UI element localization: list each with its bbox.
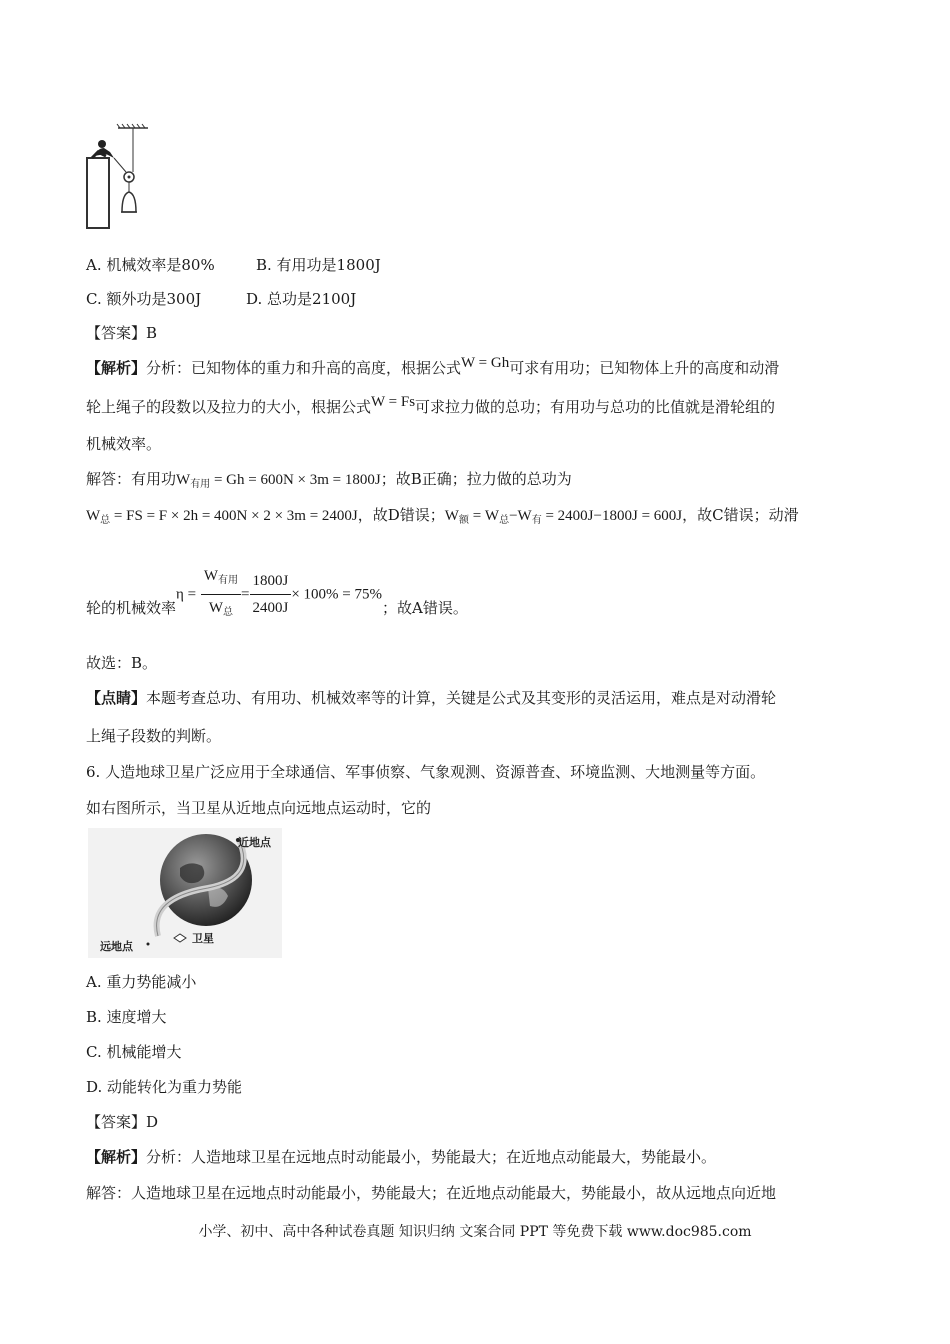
q5-comment-line1 [86, 688, 776, 708]
q5-analysis-label: 【解析】 [86, 359, 147, 377]
q5-option-d: D. 总功是2100J [246, 290, 357, 308]
q6-option-a: A. 重力势能减小 [86, 973, 197, 991]
q5-eta-prefix: 轮的机械效率 [86, 598, 177, 617]
q5-analysis-text1a: 分析：已知物体的重力和升高的高度，根据公式 [146, 359, 462, 377]
q6-analysis-label: 【解析】 [86, 1148, 147, 1166]
fig-far-label: 远地点 [100, 940, 133, 953]
w-subscript: 总 [100, 515, 111, 526]
q6-analysis-line [86, 1147, 716, 1167]
w-subscript: 总 [223, 607, 234, 618]
q6-stem-line2: 如右图所示，当卫星从近地点向远地点运动时，它的 [86, 799, 432, 817]
q5-solve-text2c: ，故C错误；动滑 [682, 506, 799, 524]
q6-option-c: C. 机械能增大 [86, 1043, 182, 1061]
q5-solve-text1b: ；故B正确；拉力做的总功为 [380, 470, 572, 488]
q5-option-b: B. 有用功是1800J [256, 256, 381, 274]
w-extra-eq-part: = W [468, 508, 500, 524]
w-subscript: 有 [531, 515, 542, 526]
q6-stem-line1: 6. 人造地球卫星广泛应用于全球通信、军事侦察、气象观测、资源普查、环境监测、大地测量等方面。 [86, 763, 766, 781]
q5-options-row2 [86, 289, 356, 309]
satellite-orbit-figure [88, 828, 282, 958]
w-symbol: W [176, 472, 191, 488]
pulley-figure [84, 122, 154, 230]
w-subscript: 额 [458, 515, 469, 526]
q6-solve-line: 解答：人造地球卫星在远地点时动能最小，势能最大；在近地点动能最大，势能最小，故从远地点向近地 [86, 1184, 777, 1202]
w-useful-formula [176, 472, 381, 488]
eta-equals: = [241, 586, 250, 603]
w-subscript: 有用 [218, 575, 239, 586]
w-symbol: W [203, 568, 219, 584]
q5-comment-label: 【点睛】 [86, 689, 147, 707]
q5-solve-text2b: ，故D错误； [357, 506, 445, 524]
w-total-formula [86, 508, 358, 524]
formula-w-fs: W = Fs [371, 394, 416, 410]
w-symbol: W [208, 600, 224, 616]
q6-option-d: D. 动能转化为重力势能 [86, 1078, 243, 1096]
q5-comment-text1: 本题考查总功、有用功、机械效率等的计算，关键是公式及其变形的灵活运用，难点是对动滑轮 [146, 689, 777, 707]
q5-option-c: C. 额外功是300J [86, 290, 202, 308]
q5-solve-line1 [86, 469, 572, 495]
q5-option-a: A. 机械效率是80% [86, 256, 215, 274]
w-subscript: 总 [499, 515, 510, 526]
w-symbol: W [86, 508, 101, 524]
eta-symbol: η = [176, 586, 197, 603]
eta-tail: × 100% = 75% [291, 586, 383, 603]
w-extra-eq-part: = 2400J−1800J = 600J [541, 508, 683, 524]
q5-efficiency-line [86, 565, 468, 624]
formula-w-gh: W = Gh [461, 355, 510, 371]
q5-analysis-text2a: 轮上绳子的段数以及拉力的大小，根据公式 [86, 398, 372, 416]
q5-solve-line2 [86, 505, 799, 531]
q5-options-row1 [86, 255, 381, 275]
q5-analysis-text1b: 可求有用功；已知物体上升的高度和动滑 [509, 359, 780, 377]
fig-satellite-label: 卫星 [192, 932, 214, 945]
w-subscript: 有用 [190, 479, 211, 490]
w-extra-eq-part: −W [509, 508, 532, 524]
q5-comment-line2: 上绳子段数的判断。 [86, 727, 222, 745]
w-extra-formula [445, 508, 682, 524]
q6-analysis-text: 分析：人造地球卫星在远地点时动能最小，势能最大；在近地点动能最大，势能最小。 [146, 1148, 717, 1166]
q6-answer: 【答案】D [86, 1113, 159, 1131]
q5-analysis-text2b: 可求拉力做的总功；有用功与总功的比值就是滑轮组的 [415, 398, 776, 416]
fig-near-label: 近地点 [238, 836, 271, 849]
w-total-equation: = FS = F × 2h = 400N × 2 × 3m = 2400J [110, 508, 358, 524]
eta-fraction-2 [250, 570, 292, 619]
q5-answer: 【答案】B [86, 324, 158, 342]
q5-analysis-line3: 机械效率。 [86, 435, 162, 453]
q5-choose: 故选：B。 [86, 654, 158, 672]
q5-analysis-line1 [86, 355, 780, 379]
q5-solve-text1a: 解答：有用功 [86, 470, 177, 488]
w-useful-equation: = Gh = 600N × 3m = 1800J [210, 472, 381, 488]
eta-denominator: 2400J [252, 600, 289, 616]
eta-numerator: 1800J [250, 570, 292, 595]
q6-option-b: B. 速度增大 [86, 1008, 167, 1026]
q5-analysis-line2 [86, 394, 776, 418]
q5-eta-suffix: ；故A错误。 [382, 598, 468, 617]
page-footer: 小学、初中、高中各种试卷真题 知识归纳 文案合同 PPT 等免费下载 www.doc985.com [198, 1224, 752, 1240]
eta-fraction-1 [201, 565, 241, 624]
w-symbol: W [444, 508, 459, 524]
